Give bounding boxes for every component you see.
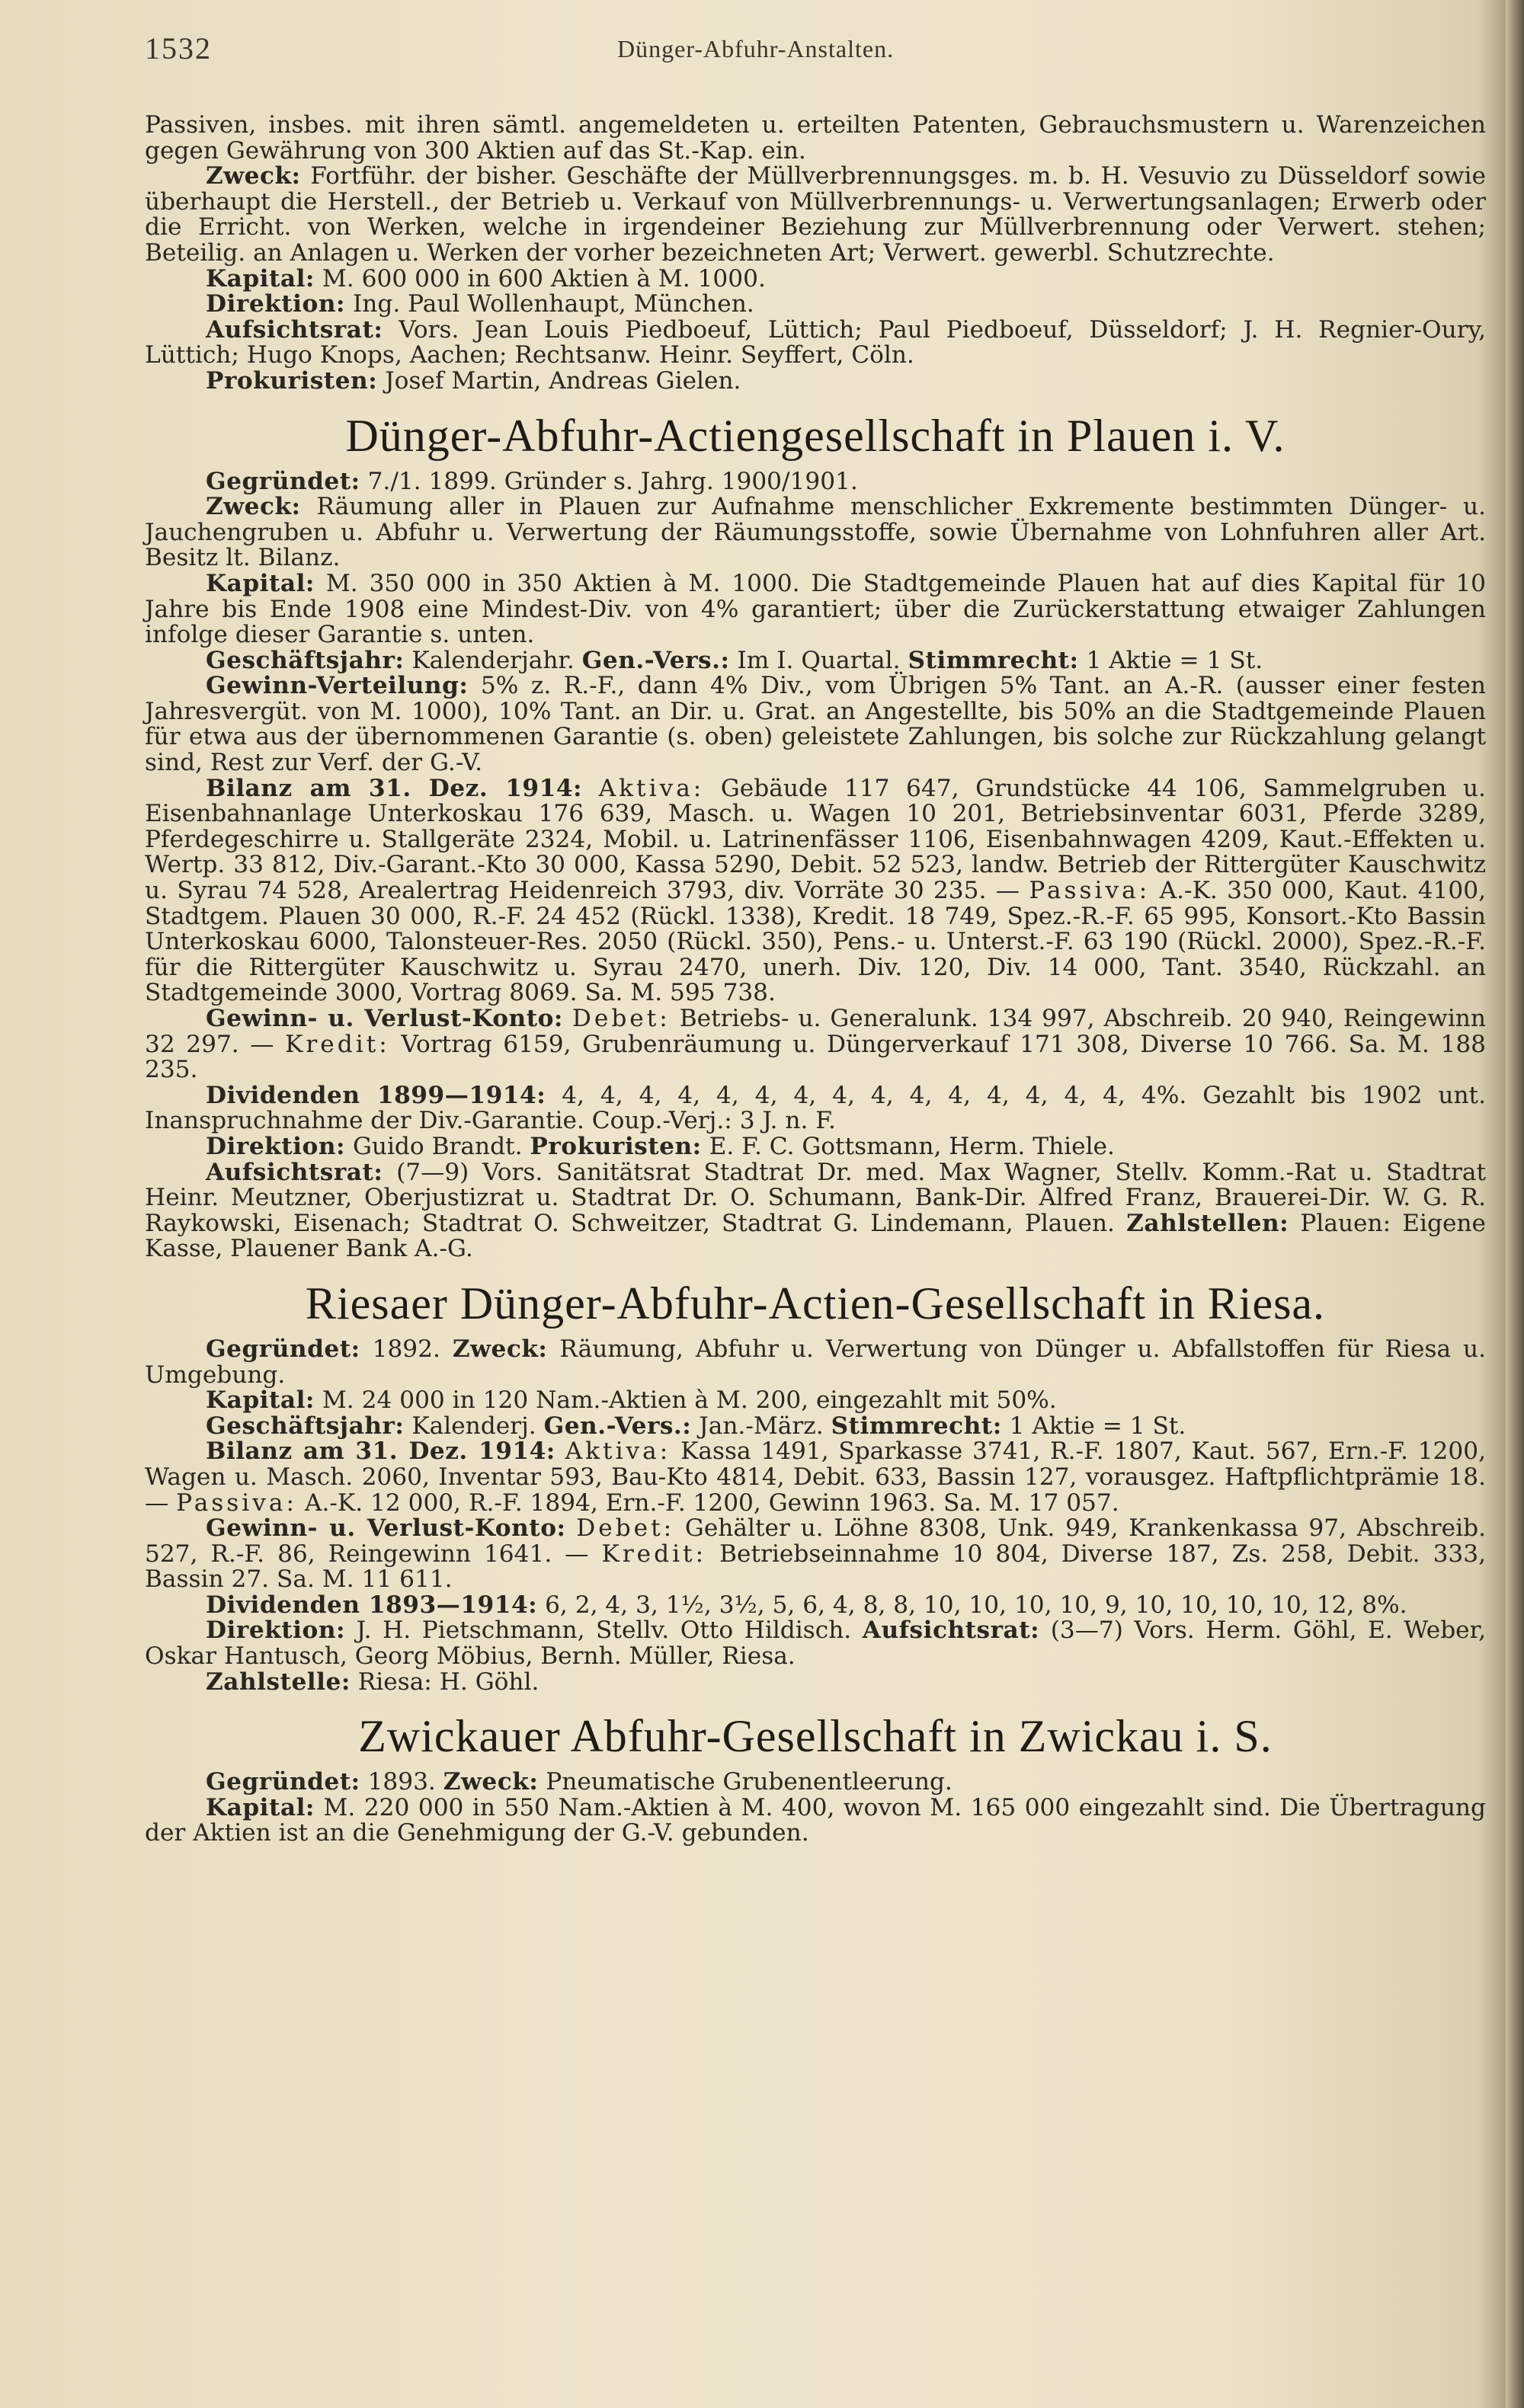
page-content <box>145 30 1486 1847</box>
riesa-entry <box>145 1278 1486 1695</box>
plauen-kapital: Kapital: M. 350 000 in 350 Aktien à M. 1000. Die Stadtgemeinde Plauen hat auf dies Kapital für 10 Jahre bis Ende 1908 eine Mindest-Div. von 4% garantiert; über die Zurückerstattung etwaiger Zahlungen infolge dieser Garantie s. unten. <box>145 569 1487 649</box>
plauen-dividenden: Dividenden 1899—1914: 4, 4, 4, 4, 4, 4, 4, 4, 4, 4, 4, 4, 4, 4, 4, 4%. Gezahlt bis 1902 unt. Inanspruchnahme der Div.-Garantie. Coup.-Verj.: 3 J. n. F. <box>145 1081 1487 1135</box>
riesa-zahlstelle: Zahlstelle: Riesa: H. Göhl. <box>206 1668 539 1696</box>
plauen-gewinnverteilung: Gewinn-Verteilung: 5% z. R.-F., dann 4% Div., vom Übrigen 5% Tant. an A.-R. (ausser einer festen Jahresvergüt. von M. 1000), 10% Tant. an Dir. u. Grat. an Angestellte, bis 50% an die Stadtgemeinde Plauen für etwa aus der übernommenen Garantie (s. oben) geleistete Zahlungen, bis solche zur Rückzahlung gelangt sind, Rest zur Verf. der G.-V. <box>145 672 1486 777</box>
page-edge-shadow <box>1506 0 1524 2408</box>
zwickau-kapital: Kapital: M. 220 000 in 550 Nam.-Aktien à M. 400, wovon M. 165 000 eingezahlt sind. Die Übertragung der Aktien ist an die Genehmigung der G.-V. gebunden. <box>145 1793 1486 1847</box>
riesa-dividenden: Dividenden 1893—1914: 6, 2, 4, 3, 1½, 3½, 5, 6, 4, 8, 8, 10, 10, 10, 10, 9, 10, 10, 10, 10, 12, 8%. <box>206 1591 1407 1619</box>
riesa-guv: Gewinn- u. Verlust-Konto: Debet: Gehälter u. Löhne 8308, Unk. 949, Krankenkassa 97, Abschreib. 527, R.-F. 86, Reingewinn 1641. — Kredit: Betriebseinnahme 10 804, Diverse 187, Zs. 258, Debit. 333, Bassin 27. Sa. M. 11 611. <box>145 1514 1487 1594</box>
page-number: 1532 <box>145 31 212 66</box>
intro-aufsichtsrat: Aufsichtsrat: Vors. Jean Louis Piedboeuf, Lüttich; Paul Piedboeuf, Düsseldorf; J. H. Regnier-Oury, Lüttich; Hugo Knops, Aachen; Rechtsanw. Heinr. Seyffert, Cöln. <box>145 315 1486 369</box>
plauen-guv: Gewinn- u. Verlust-Konto: Debet: Betriebs- u. Generalunk. 134 997, Abschreib. 20 940, Reingewinn 32 297. — Kredit: Vortrag 6159, Grubenräumung u. Düngerverkauf 171 308, Diverse 10 766. Sa. M. 188 235. <box>145 1005 1487 1084</box>
plauen-zweck: Zweck: Räumung aller in Plauen zur Aufnahme menschlicher Exkremente bestimmten Dünger- u. Jauchengruben u. Abfuhr u. Verwertung der Räumungsstoffe, sowie Übernahme von Lohnfuhren aller Art. Besitz lt. Bilanz. <box>145 493 1486 572</box>
plauen-gegruendet: Gegründet: 7./1. 1899. Gründer s. Jahrg. 1900/1901. <box>206 467 858 495</box>
intro-entry <box>145 113 1486 395</box>
plauen-title: Dünger-Abfuhr-Actiengesellschaft in Plauen i. V. <box>345 410 1285 461</box>
zwickau-entry <box>145 1710 1486 1847</box>
riesa-kapital: Kapital: M. 24 000 in 120 Nam.-Aktien à M. 200, eingezahlt mit 50%. <box>206 1386 1057 1415</box>
zwickau-gegruendet: Gegründet: 1893. Zweck: Pneumatische Grubenentleerung. <box>206 1768 952 1796</box>
intro-zweck: Zweck: Fortführ. der bisher. Geschäfte der Müllverbrennungsges. m. b. H. Vesuvio zu Düsseldorf sowie überhaupt die Herstell., der Betrieb u. Verkauf von Müllverbrennungs- u. Verwertungsanlagen; Erwerb oder die Erricht. von Werken, welche in irgendeiner Beziehung zur Müllverbrennung oder Verwert. stehen; Beteilig. an Anlagen u. Werken der vorher bezeichneten Art; Verwert. gewerbl. Schutzrechte. <box>145 162 1486 267</box>
intro-prokuristen: Prokuristen: Josef Martin, Andreas Gielen. <box>206 366 741 395</box>
riesa-gegruendet: Gegründet: 1892. Zweck: Räumung, Abfuhr u. Verwertung von Dünger u. Abfallstoffen für Riesa u. Umgebung. <box>145 1335 1487 1389</box>
plauen-aufsichtsrat: Aufsichtsrat: (7—9) Vors. Sanitätsrat Stadtrat Dr. med. Max Wagner, Stellv. Komm.-Rat u. Stadtrat Heinr. Meutzner, Oberjustizrat u. Stadtrat Dr. O. Schumann, Bank-Dir. Alfred Franz, Brauerei-Dir. W. G. R. Raykowski, Eisenach; Stadtrat O. Schweitzer, Stadtrat G. Lindemann, Plauen. Zahlstellen: Plauen: Eigene Kasse, Plauener Bank A.-G. <box>145 1158 1486 1263</box>
plauen-bilanz: Bilanz am 31. Dez. 1914: Aktiva: Gebäude 117 647, Grundstücke 44 106, Sammelgruben u. Eisenbahnanlage Unterkoskau 176 639, Masch. u. Wagen 10 201, Betriebsinventar 6031, Pferde 3289, Pferdegeschirre u. Stallgeräte 2324, Mobil. u. Latrinenfässer 1106, Eisenbahnwagen 4209, Kaut.-Effekten u. Wertp. 33 812, Div.-Garant.-Kto 30 000, Kassa 5290, Debit. 52 523, landw. Betrieb der Rittergüter Kauschwitz u. Syrau 74 528, Arealertrag Heidenreich 3793, div. Vorräte 30 235. — Passiva: A.-K. 350 000, Kaut. 4100, Stadtgem. Plauen 30 000, R.-F. 24 452 (Rückl. 1338), Kredit. 18 749, Spez.-R.-F. 65 995, Konsort.-Kto Bassin Unterkoskau 6000, Talonsteuer-Res. 2050 (Rückl. 350), Pens.- u. Unterst.-F. 63 190 (Rückl. 2000), Spez.-R.-F. für die Rittergüter Kauschwitz u. Syrau 2470, unerh. Div. 120, Div. 14 000, Tant. 3540, Rückzahl. an Stadtgemeinde 3000, Vortrag 8069. Sa. M. 595 738. <box>145 774 1486 1007</box>
plauen-geschaeftsjahr: Geschäftsjahr: Kalenderjahr. Gen.-Vers.: Im I. Quartal. Stimmrecht: 1 Aktie = 1 St. <box>206 646 1263 674</box>
intro-direktion: Direktion: Ing. Paul Wollenhaupt, München. <box>206 290 754 318</box>
riesa-title: Riesaer Dünger-Abfuhr-Actien-Gesellschaft in Riesa. <box>305 1278 1326 1329</box>
intro-kapital: Kapital: M. 600 000 in 600 Aktien à M. 1000. <box>206 264 766 293</box>
riesa-geschaeftsjahr: Geschäftsjahr: Kalenderj. Gen.-Vers.: Jan.-März. Stimmrecht: 1 Aktie = 1 St. <box>206 1412 1186 1440</box>
riesa-bilanz: Bilanz am 31. Dez. 1914: Aktiva: Kassa 1491, Sparkasse 3741, R.-F. 1807, Kaut. 567, Ern.-F. 1200, Wagen u. Masch. 2060, Inventar 593, Bau-Kto 4814, Debit. 633, Bassin 127, vorausgez. Haftpflichtprämie 18. — Passiva: A.-K. 12 000, R.-F. 1894, Ern.-F. 1200, Gewinn 1963. Sa. M. 17 057. <box>145 1437 1486 1517</box>
zwickau-title: Zwickauer Abfuhr-Gesellschaft in Zwickau i. S. <box>358 1711 1273 1762</box>
plauen-direktion: Direktion: Guido Brandt. Prokuristen: E. F. C. Gottsmann, Herm. Thiele. <box>206 1132 1115 1160</box>
intro-passiven: Passiven, insbes. mit ihren sämtl. angemeldeten u. erteilten Patenten, Gebrauchsmustern u. Warenzeichen gegen Gewährung von 300 Aktien auf das St.-Kap. ein. <box>145 111 1486 165</box>
riesa-direktion: Direktion: J. H. Pietschmann, Stellv. Otto Hildisch. Aufsichtsrat: (3—7) Vors. Herm. Göhl, E. Weber, Oskar Hantusch, Georg Möbius, Bernh. Müller, Riesa. <box>145 1617 1487 1671</box>
plauen-entry <box>145 410 1486 1262</box>
page-header <box>145 30 1486 76</box>
running-title: Dünger-Abfuhr-Anstalten. <box>617 35 895 62</box>
